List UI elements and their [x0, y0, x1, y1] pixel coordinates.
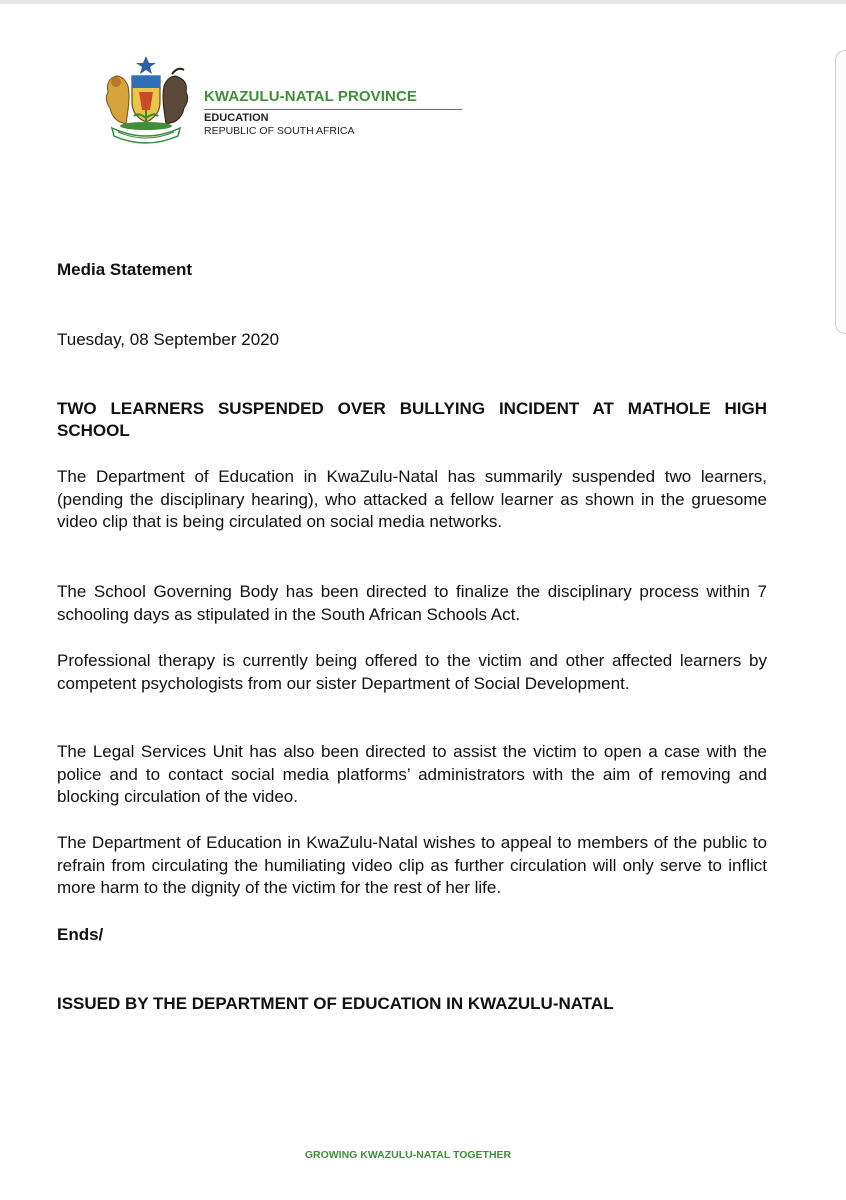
statement-headline: TWO LEARNERS SUSPENDED OVER BULLYING INCIDENT AT MATHOLE HIGH SCHOOL	[57, 399, 767, 440]
paragraph-1: The Department of Education in KwaZulu-Natal has summarily suspended two learners, (pending the disciplinary hearing), who attacked a fellow learner as shown in the gruesome video clip that is being circulated on social media networks.	[57, 467, 767, 531]
republic-name: REPUBLIC OF SOUTH AFRICA	[204, 125, 355, 137]
paragraph-5: The Department of Education in KwaZulu-Natal wishes to appeal to members of the public to refrain from circulating the humiliating video clip as further circulation will only serve to inflict more harm to the dignity of the victim for the rest of her life.	[57, 833, 767, 897]
statement-date: Tuesday, 08 September 2020	[57, 330, 280, 349]
top-strip	[0, 0, 846, 4]
ends-marker: Ends/	[57, 925, 104, 944]
statement-type: Media Statement	[57, 260, 193, 279]
department-name: EDUCATION	[204, 112, 269, 124]
footer-slogan: GROWING KWAZULU-NATAL TOGETHER	[304, 1149, 512, 1161]
letterhead	[204, 88, 464, 137]
scrollbar-edge[interactable]	[835, 50, 846, 334]
paragraph-4: The Legal Services Unit has also been directed to assist the victim to open a case with the police and to contact social media platforms’ administrators with the aim of removing and blocking circulation of the video.	[57, 742, 767, 806]
province-title: KWAZULU-NATAL PROVINCE	[204, 88, 462, 110]
paragraph-3: Professional therapy is currently being offered to the victim and other affected learners by competent psychologists from our sister Department of Social Development.	[57, 651, 767, 693]
issued-by: ISSUED BY THE DEPARTMENT OF EDUCATION IN KWAZULU-NATAL	[57, 994, 614, 1013]
coat-of-arms-icon	[98, 52, 194, 148]
paragraph-2: The School Governing Body has been directed to finalize the disciplinary process within 7 schooling days as stipulated in the South African Schools Act.	[57, 582, 767, 624]
